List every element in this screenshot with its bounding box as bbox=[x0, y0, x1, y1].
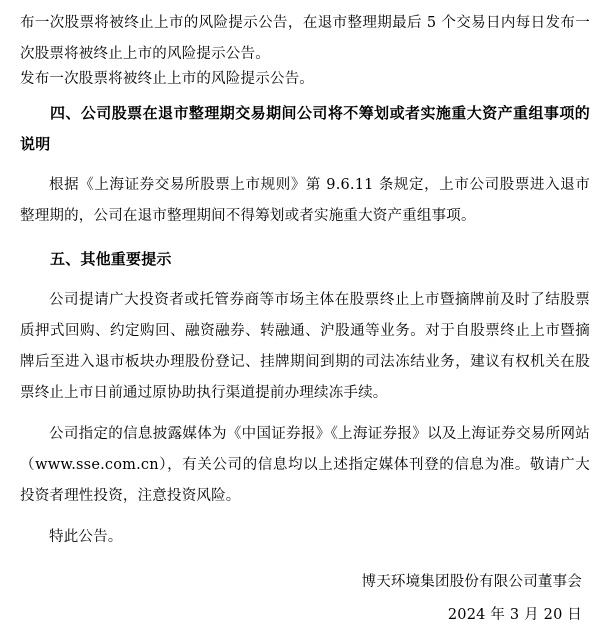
company-signature: 博天环境集团股份有限公司董事会 bbox=[361, 574, 582, 590]
announcement-date: 2024 年 3 月 20 日 bbox=[447, 607, 582, 623]
clipped-text-line bbox=[20, 70, 590, 86]
section-four-paragraph-1: 根据《上海证券交易所股票上市规则》第 9.6.11 条规定，上市公司股票进入退市整理期的，公司在退市整理期间不得筹划或者实施重大资产重组事项。 bbox=[20, 177, 590, 224]
section-five-paragraph-2: 公司指定的信息披露媒体为《中国证券报》《上海证券报》以及上海证券交易所网站（www.sse.com.cn），有关公司的信息均以上述指定媒体刊登的信息为准。敬请广大投资者理性投资，注意投资风险。 bbox=[20, 426, 590, 504]
section-five-paragraph-3: 特此公告。 bbox=[49, 529, 123, 545]
carryover-paragraph: 布一次股票将被终止上市的风险提示公告，在退市整理期最后 5 个交易日内每日发布一次股票将被终止上市的风险提示公告。 bbox=[20, 15, 590, 62]
section-heading-four: 四、公司股票在退市整理期交易期间公司将不筹划或者实施重大资产重组事项的说明 bbox=[20, 104, 590, 153]
section-five-paragraph-1: 公司提请广大投资者或托管券商等市场主体在股票终止上市暨摘牌前及时了结股票质押式回购、约定购回、融资融券、转融通、沪股通等业务。对于自股票终止上市暨摘牌后至进入退市板块办理股份登记、挂牌期间到期的司法冻结业务，建议有权机关在股票终止上市日前通过原协助执行渠道提前办理续冻手续。 bbox=[20, 292, 590, 401]
section-heading-five: 五、其他重要提示 bbox=[50, 250, 172, 268]
clipped-text-line-content: 发布一次股票将被终止上市的风险提示公告。 bbox=[20, 71, 314, 86]
